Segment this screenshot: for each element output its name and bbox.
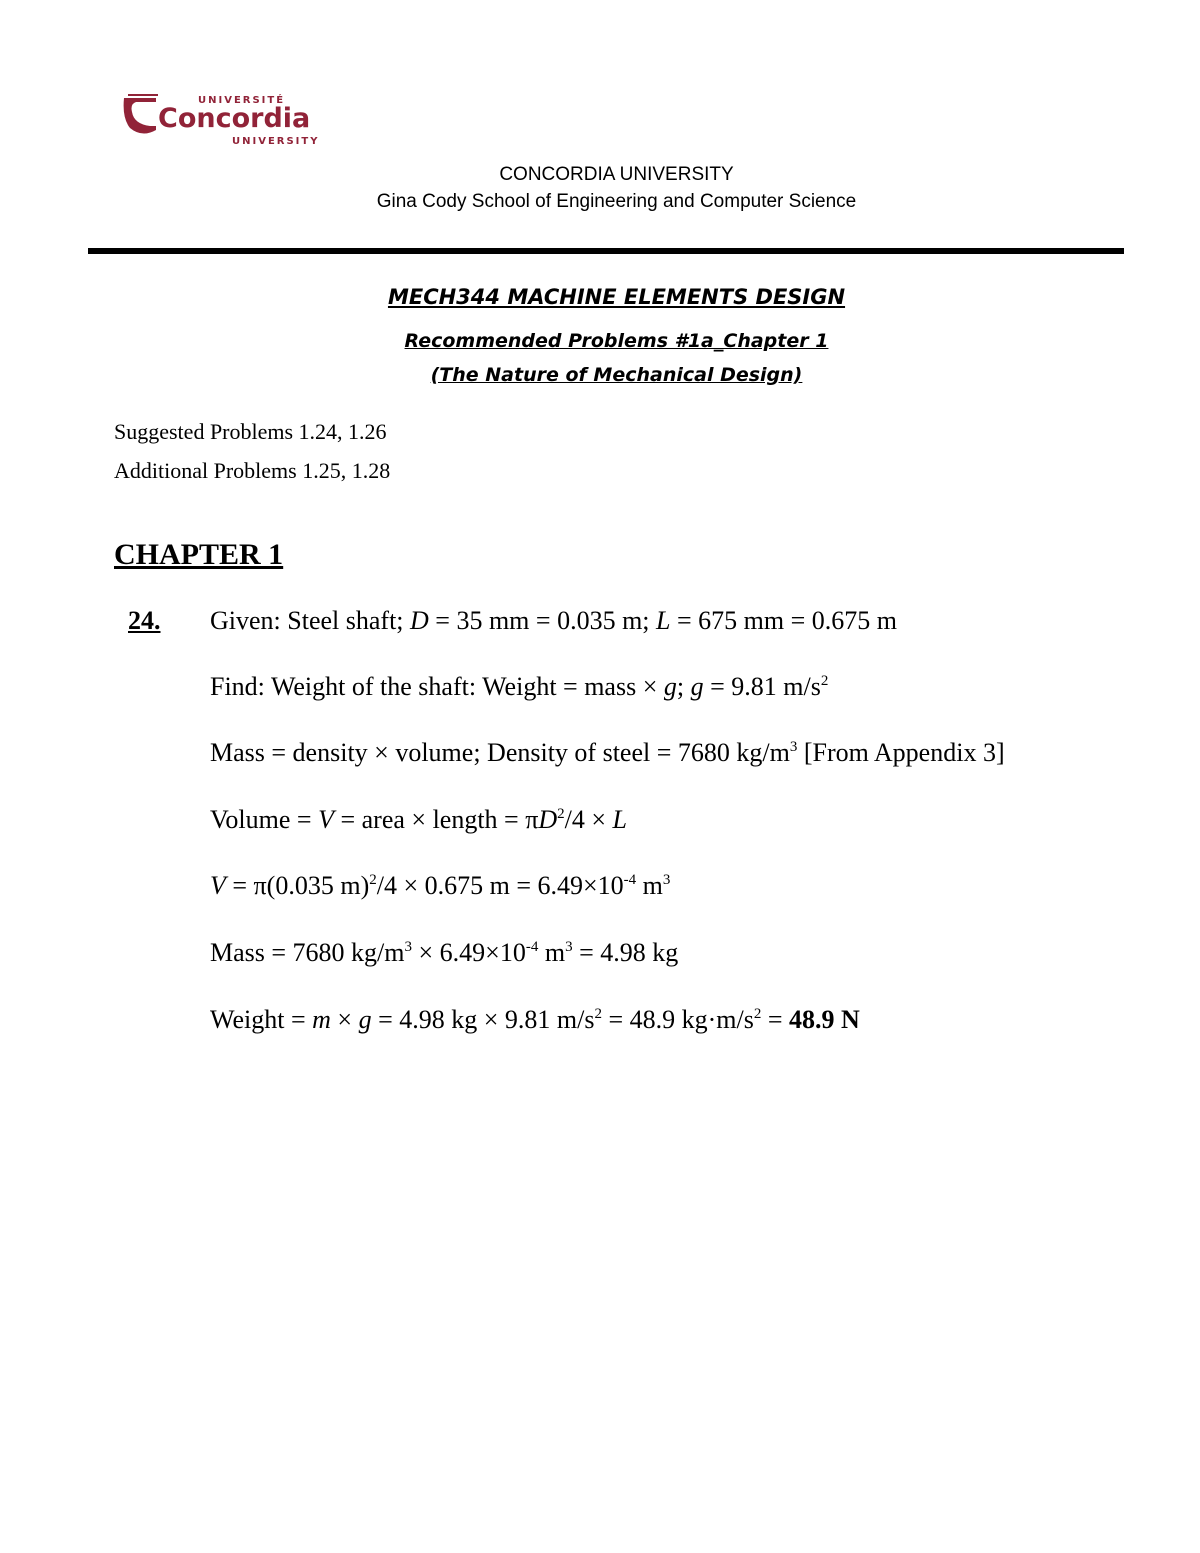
volume-formula-line: Volume = V = area × length = $\pi D^2/4 \times L$ <box>210 805 627 834</box>
header-rule <box>88 248 1124 254</box>
course-title: MECH344 MACHINE ELEMENTS DESIGN <box>387 285 846 309</box>
mass-definition-line: Mass = density × volume; Density of steel = 7680 $kg/m^3$ [From Appendix 3] <box>210 738 1005 767</box>
mass-calc-line: Mass = 7680 $kg/m^3 \times 6.49\times 10^{-4}$ $m^3 = 4.98$ kg <box>210 938 679 967</box>
school-name: Gina Cody School of Engineering and Computer Science <box>376 191 857 212</box>
university-name: CONCORDIA UNIVERSITY <box>499 164 734 185</box>
course-topic: (The Nature of Mechanical Design) <box>430 364 803 386</box>
problem-number: 24. <box>128 606 161 635</box>
logo-name: Concordia <box>158 103 311 134</box>
weight-result: 48.9 N <box>789 1005 860 1034</box>
chapter-heading: CHAPTER 1 <box>114 538 284 571</box>
volume-calc-line: V = π(0.035 m)$^2$/4 × 0.675 $m = 6.49\times 10^{-4}$ $m^3$ <box>210 871 671 900</box>
logo-top-text: UNIVERSITÉ <box>198 95 286 106</box>
logo-emblem-icon <box>124 98 156 134</box>
additional-problems: Additional Problems 1.25, 1.28 <box>114 458 391 483</box>
logo-bottom-text: UNIVERSITY <box>232 136 320 147</box>
course-subtitle: Recommended Problems #1a_Chapter 1 <box>404 330 829 352</box>
weight-calc-line: Weight = m × g = 4.98 kg × 9.81 $m/s^2 = 48.9$ $kg\cdot m/s^2 = 48.9$ N <box>210 1005 860 1034</box>
find-line: Find: Weight of the shaft: Weight = mass × g; g = 9.81 $m/s^2$ <box>210 672 829 701</box>
suggested-problems: Suggested Problems 1.24, 1.26 <box>114 419 387 444</box>
concordia-logo <box>120 92 330 148</box>
given-line: Given: Steel shaft; D = 35 mm = 0.035 m; L = 675 mm = 0.675 m <box>210 606 897 635</box>
